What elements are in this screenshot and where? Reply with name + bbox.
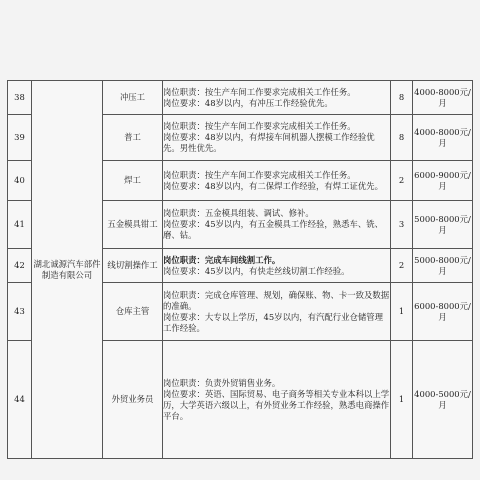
salary: 4000-8000元/月 (413, 115, 473, 161)
salary: 5000-8000元/月 (413, 249, 473, 283)
row-number: 43 (8, 283, 32, 341)
table-row (8, 81, 473, 115)
row-number: 44 (8, 341, 32, 459)
job-title: 仓库主管 (103, 283, 163, 341)
requirement-line: 岗位要求：45岁以内，有快走丝线切割工作经验。 (163, 265, 350, 276)
job-description (163, 341, 391, 459)
salary: 5000-8000元/月 (413, 201, 473, 249)
requirement-line: 岗位要求：英语、国际贸易、电子商务等相关专业本科以上学历，大学英语六级以上，有外贸业务工作经验，熟悉电商操作平台。 (163, 388, 390, 421)
row-number: 41 (8, 201, 32, 249)
requirement-line: 岗位要求：48岁以内，有二保焊工作经验，有焊工证优先。 (163, 180, 384, 191)
requirement-line: 岗位要求：48岁以内，有冲压工作经验优先。 (163, 97, 333, 108)
row-number: 40 (8, 161, 32, 201)
job-description (163, 283, 391, 341)
job-title: 普工 (103, 115, 163, 161)
headcount: 8 (391, 115, 413, 161)
duty-line: 岗位职责：按生产车间工作要求完成相关工作任务。 (163, 169, 356, 180)
salary: 6000-8000元/月 (413, 283, 473, 341)
headcount: 2 (391, 161, 413, 201)
row-number: 39 (8, 115, 32, 161)
duty-line: 岗位职责：完成仓库管理、规划，确保账、物、卡一致及数据的准确。 (163, 289, 390, 311)
requirement-line: 岗位要求：48岁以内，有焊接车间机器人摆模工作经验优先。男性优先。 (163, 132, 375, 153)
duty-line: 岗位职责：按生产车间工作要求完成相关工作任务。 (163, 121, 356, 131)
job-title: 五金模具钳工 (103, 201, 163, 249)
job-title: 冲压工 (103, 81, 163, 115)
job-title: 外贸业务员 (103, 341, 163, 459)
salary: 4000-8000元/月 (413, 81, 473, 115)
requirement-line: 岗位要求：大专以上学历，45岁以内，有汽配行业仓储管理工作经验。 (163, 311, 384, 333)
headcount: 2 (391, 249, 413, 283)
job-table (7, 80, 473, 459)
row-number: 42 (8, 249, 32, 283)
salary: 6000-9000元/月 (413, 161, 473, 201)
duty-line: 岗位职责：完成车间线割工作。 (163, 254, 281, 265)
row-number: 38 (8, 81, 32, 115)
job-description (163, 161, 391, 201)
duty-line: 岗位职责：五金模具组装、调试、修补。 (163, 208, 314, 218)
job-description (163, 81, 391, 115)
headcount: 8 (391, 81, 413, 115)
job-description (163, 249, 391, 283)
salary: 4000-5000元/月 (413, 341, 473, 459)
duty-line: 岗位职责：按生产车间工作要求完成相关工作任务。 (163, 86, 356, 97)
headcount: 3 (391, 201, 413, 249)
headcount: 1 (391, 341, 413, 459)
headcount: 1 (391, 283, 413, 341)
company-name: 湖北诚源汽车部件制造有限公司 (32, 81, 103, 459)
duty-line: 岗位职责：负责外贸销售业务。 (163, 377, 281, 388)
job-description (163, 115, 391, 161)
requirement-line: 岗位要求：45岁以内，有五金模具工作经验，熟悉车、铣、磨、钻。 (163, 219, 384, 240)
job-title: 焊工 (103, 161, 163, 201)
job-title: 线切割操作工 (103, 249, 163, 283)
job-description (163, 201, 391, 249)
